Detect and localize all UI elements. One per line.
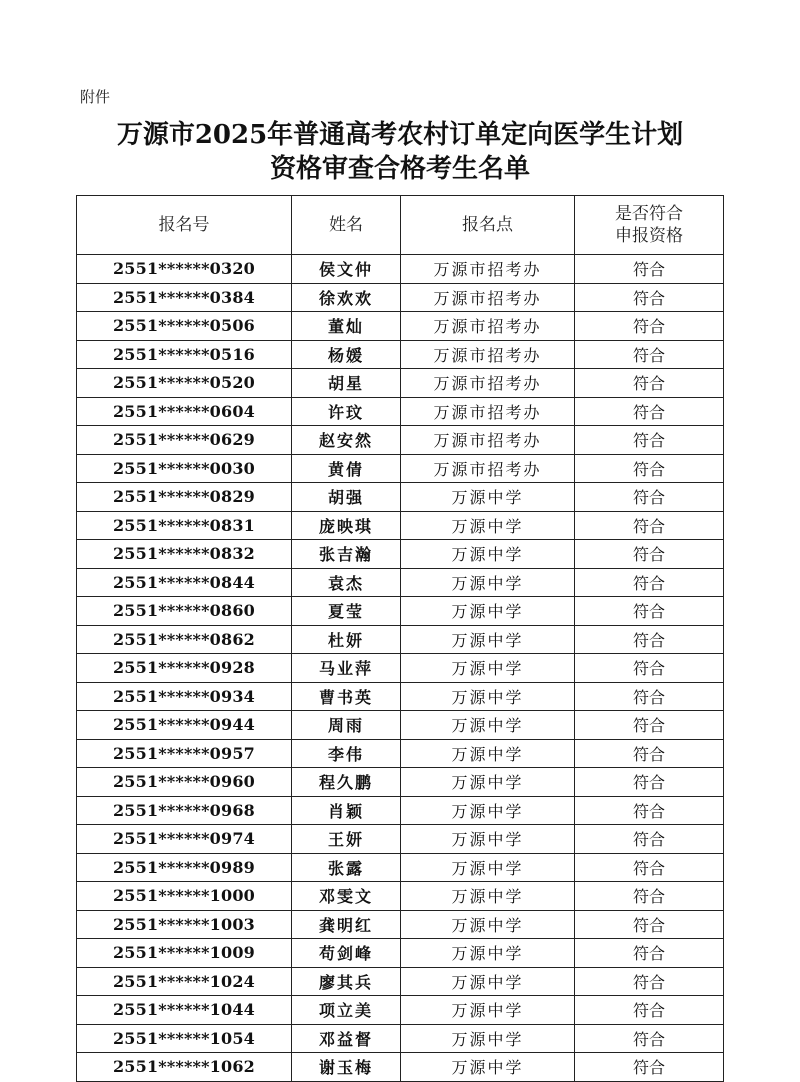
cell-eligibility: 符合 [575,397,724,426]
table-row [77,369,724,398]
cell-candidate-name: 邓益督 [292,1024,401,1053]
cell-candidate-name: 董灿 [292,312,401,341]
cell-eligibility: 符合 [575,483,724,512]
cell-candidate-name: 赵安然 [292,426,401,455]
cell-registration-site: 万源中学 [401,996,575,1025]
cell-candidate-name: 夏莹 [292,597,401,626]
document-title-line-2: 资格审查合格考生名单 [269,154,530,184]
cell-registration-site: 万源中学 [401,682,575,711]
table-row [77,825,724,854]
cell-eligibility: 符合 [575,454,724,483]
cell-eligibility: 符合 [575,568,724,597]
cell-registration-site: 万源中学 [401,511,575,540]
cell-registration-number: 2551******0320 [77,255,292,284]
cell-registration-site: 万源中学 [401,1053,575,1082]
table-row [77,654,724,683]
cell-registration-site: 万源中学 [401,711,575,740]
cell-registration-site: 万源中学 [401,739,575,768]
cell-candidate-name: 苟剑峰 [292,939,401,968]
table-row [77,255,724,284]
cell-candidate-name: 胡星 [292,369,401,398]
cell-registration-number: 2551******0960 [77,768,292,797]
cell-registration-number: 2551******1044 [77,996,292,1025]
cell-eligibility: 符合 [575,369,724,398]
table-row [77,397,724,426]
cell-registration-site: 万源中学 [401,910,575,939]
cell-eligibility: 符合 [575,426,724,455]
header-eligibility [575,196,724,255]
cell-eligibility: 符合 [575,625,724,654]
cell-eligibility: 符合 [575,312,724,341]
cell-registration-number: 2551******0384 [77,283,292,312]
table-row [77,967,724,996]
cell-registration-site: 万源中学 [401,483,575,512]
cell-registration-number: 2551******0831 [77,511,292,540]
cell-registration-number: 2551******0928 [77,654,292,683]
cell-eligibility: 符合 [575,1053,724,1082]
cell-candidate-name: 李伟 [292,739,401,768]
cell-eligibility: 符合 [575,825,724,854]
cell-candidate-name: 廖其兵 [292,967,401,996]
cell-registration-number: 2551******1062 [77,1053,292,1082]
cell-candidate-name: 邓雯文 [292,882,401,911]
table-row [77,483,724,512]
cell-eligibility: 符合 [575,967,724,996]
cell-registration-site: 万源市招考办 [401,369,575,398]
table-row [77,625,724,654]
cell-candidate-name: 曹书英 [292,682,401,711]
cell-registration-number: 2551******0862 [77,625,292,654]
table-row [77,1053,724,1082]
table-header-row [77,196,724,255]
cell-candidate-name: 张露 [292,853,401,882]
cell-eligibility: 符合 [575,255,724,284]
table-row [77,511,724,540]
cell-eligibility: 符合 [575,597,724,626]
cell-registration-number: 2551******1024 [77,967,292,996]
table-row [77,853,724,882]
header-registration-number: 报名号 [77,196,292,255]
table-row [77,768,724,797]
cell-registration-number: 2551******0974 [77,825,292,854]
cell-candidate-name: 周雨 [292,711,401,740]
table-row [77,540,724,569]
cell-registration-number: 2551******1000 [77,882,292,911]
cell-eligibility: 符合 [575,996,724,1025]
cell-eligibility: 符合 [575,739,724,768]
cell-registration-site: 万源中学 [401,825,575,854]
cell-eligibility: 符合 [575,283,724,312]
cell-candidate-name: 程久鹏 [292,768,401,797]
cell-registration-site: 万源中学 [401,625,575,654]
cell-candidate-name: 徐欢欢 [292,283,401,312]
cell-candidate-name: 肖颖 [292,796,401,825]
cell-registration-site: 万源市招考办 [401,426,575,455]
table-row [77,682,724,711]
header-name: 姓名 [292,196,401,255]
cell-registration-site: 万源中学 [401,768,575,797]
cell-registration-number: 2551******0944 [77,711,292,740]
cell-registration-site: 万源市招考办 [401,340,575,369]
cell-registration-number: 2551******0516 [77,340,292,369]
table-row [77,454,724,483]
cell-registration-number: 2551******0604 [77,397,292,426]
cell-candidate-name: 杜妍 [292,625,401,654]
cell-eligibility: 符合 [575,939,724,968]
cell-registration-number: 2551******0957 [77,739,292,768]
header-eligibility-line-2: 申报资格 [615,226,683,246]
cell-candidate-name: 胡强 [292,483,401,512]
cell-registration-number: 2551******0520 [77,369,292,398]
cell-eligibility: 符合 [575,853,724,882]
cell-candidate-name: 王妍 [292,825,401,854]
cell-registration-site: 万源市招考办 [401,454,575,483]
table-row [77,1024,724,1053]
cell-eligibility: 符合 [575,910,724,939]
attachment-label: 附件 [80,88,111,106]
table-row [77,711,724,740]
cell-registration-site: 万源中学 [401,796,575,825]
cell-registration-site: 万源中学 [401,967,575,996]
document-title-line-1: 万源市2025年普通高考农村订单定向医学生计划 [116,120,684,150]
cell-eligibility: 符合 [575,882,724,911]
cell-registration-number: 2551******0860 [77,597,292,626]
cell-eligibility: 符合 [575,540,724,569]
cell-registration-number: 2551******0629 [77,426,292,455]
cell-registration-number: 2551******0030 [77,454,292,483]
table-row [77,312,724,341]
cell-candidate-name: 许玟 [292,397,401,426]
table-row [77,796,724,825]
candidate-table [76,195,724,1082]
cell-registration-site: 万源中学 [401,853,575,882]
cell-candidate-name: 谢玉梅 [292,1053,401,1082]
cell-candidate-name: 张吉瀚 [292,540,401,569]
cell-registration-number: 2551******1009 [77,939,292,968]
cell-eligibility: 符合 [575,682,724,711]
cell-registration-number: 2551******0989 [77,853,292,882]
table-body [77,255,724,1082]
cell-eligibility: 符合 [575,1024,724,1053]
cell-registration-site: 万源市招考办 [401,283,575,312]
cell-candidate-name: 袁杰 [292,568,401,597]
cell-registration-site: 万源市招考办 [401,255,575,284]
cell-eligibility: 符合 [575,768,724,797]
cell-candidate-name: 杨媛 [292,340,401,369]
cell-candidate-name: 侯文仲 [292,255,401,284]
cell-registration-site: 万源中学 [401,654,575,683]
cell-eligibility: 符合 [575,796,724,825]
cell-registration-site: 万源中学 [401,597,575,626]
table-row [77,939,724,968]
cell-registration-number: 2551******0832 [77,540,292,569]
cell-registration-number: 2551******0844 [77,568,292,597]
cell-eligibility: 符合 [575,511,724,540]
cell-registration-site: 万源中学 [401,1024,575,1053]
cell-candidate-name: 龚明红 [292,910,401,939]
cell-candidate-name: 马业萍 [292,654,401,683]
cell-registration-number: 2551******0506 [77,312,292,341]
table-row [77,910,724,939]
table-row [77,568,724,597]
cell-candidate-name: 黄倩 [292,454,401,483]
header-registration-site: 报名点 [401,196,575,255]
cell-eligibility: 符合 [575,654,724,683]
cell-registration-number: 2551******0968 [77,796,292,825]
cell-eligibility: 符合 [575,340,724,369]
cell-eligibility: 符合 [575,711,724,740]
header-eligibility-line-1: 是否符合 [615,204,683,224]
cell-registration-number: 2551******1054 [77,1024,292,1053]
cell-candidate-name: 庞映琪 [292,511,401,540]
table-row [77,426,724,455]
table-row [77,739,724,768]
cell-registration-site: 万源中学 [401,939,575,968]
table-row [77,340,724,369]
cell-registration-number: 2551******1003 [77,910,292,939]
cell-candidate-name: 项立美 [292,996,401,1025]
cell-registration-site: 万源市招考办 [401,312,575,341]
cell-registration-site: 万源中学 [401,882,575,911]
cell-registration-number: 2551******0934 [77,682,292,711]
cell-registration-site: 万源中学 [401,540,575,569]
table-row [77,996,724,1025]
cell-registration-site: 万源中学 [401,568,575,597]
table-row [77,882,724,911]
table-row [77,283,724,312]
cell-registration-site: 万源市招考办 [401,397,575,426]
cell-registration-number: 2551******0829 [77,483,292,512]
table-row [77,597,724,626]
